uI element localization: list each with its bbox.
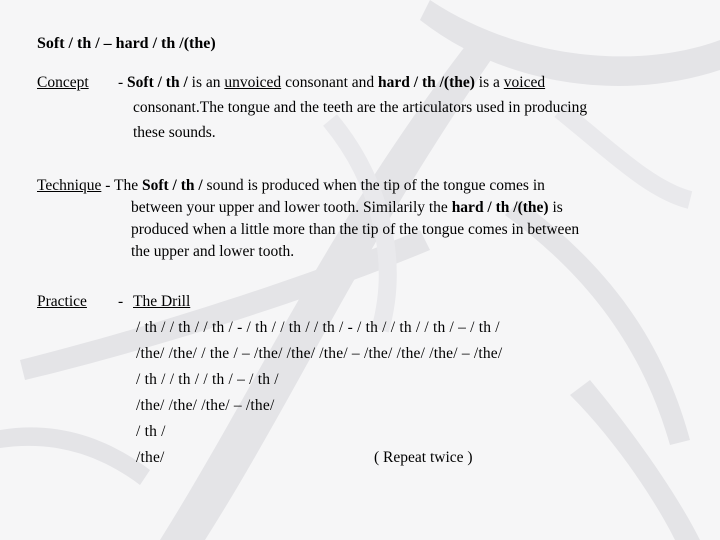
concept-line-1 — [118, 73, 545, 93]
technique-line-1 — [37, 176, 545, 196]
concept-text: consonant and — [281, 74, 379, 91]
technique-soft-th: Soft / th / — [141, 177, 203, 194]
technique-text: sound is produced when the tip of the tongue comes in — [202, 177, 545, 194]
concept-line-3: these sounds. — [133, 124, 216, 141]
practice-label: Practice — [37, 293, 87, 310]
concept-dash: - — [118, 74, 124, 91]
drill-line-5: / th / — [136, 423, 166, 440]
practice-dash: - — [118, 293, 124, 310]
concept-line-2: consonant.The tongue and the teeth are the articulators used in producing — [133, 99, 588, 116]
drill-title: The Drill — [133, 293, 191, 310]
concept-hard-th: hard / th /(the) — [378, 74, 475, 91]
drill-line-3: / th / / th / / th / – / th / — [136, 371, 279, 388]
concept-text: is a — [474, 74, 504, 91]
technique-text: - The — [101, 177, 142, 194]
drill-line-1: / th / / th / / th / - / th / / th / / th / - / th / / th / / th / – / th / — [136, 319, 500, 336]
concept-voiced: voiced — [503, 74, 546, 91]
technique-line-2 — [131, 198, 563, 218]
technique-line-3: produced when a little more than the tip of the tongue comes in between — [131, 221, 580, 238]
technique-text: between your upper and lower tooth. Similarily the — [131, 199, 452, 216]
slide-title: Soft / th / – hard / th /(the) — [37, 35, 216, 52]
concept-unvoiced: unvoiced — [224, 74, 282, 91]
technique-label: Technique — [37, 177, 102, 194]
drill-line-6: /the/ — [136, 449, 165, 466]
technique-hard-th: hard / th /(the) — [451, 199, 549, 216]
concept-soft-th: Soft / th / — [127, 74, 188, 91]
technique-text: is — [548, 199, 563, 216]
drill-line-2: /the/ /the/ / the / – /the/ /the/ /the/ – /the/ /the/ /the/ – /the/ — [136, 345, 503, 362]
drill-line-4: /the/ /the/ /the/ – /the/ — [136, 397, 275, 414]
concept-label: Concept — [37, 74, 89, 91]
repeat-note: ( Repeat twice ) — [374, 449, 473, 466]
concept-text: is an — [187, 74, 225, 91]
technique-line-4: the upper and lower tooth. — [131, 243, 295, 260]
